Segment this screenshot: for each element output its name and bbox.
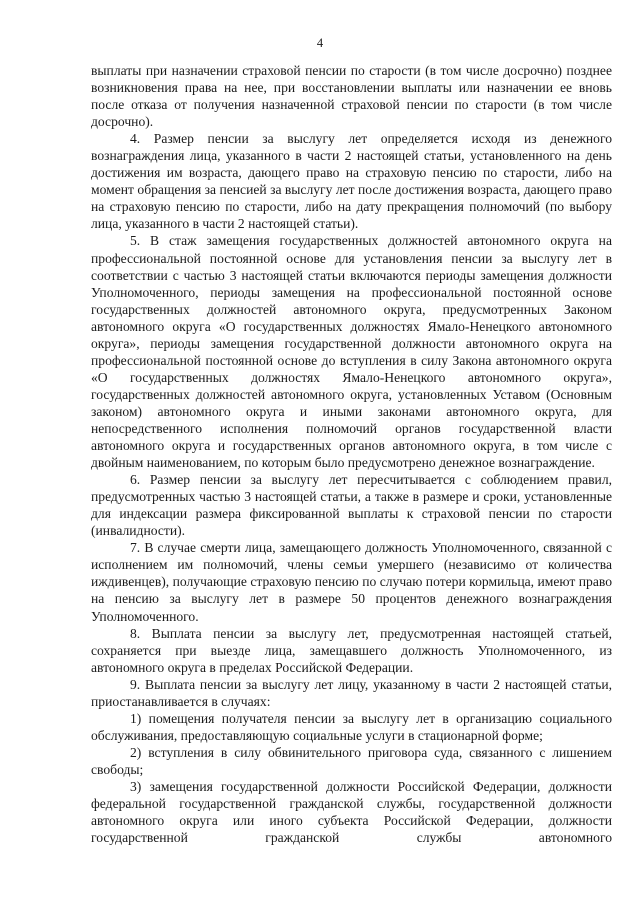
document-body [91,62,612,846]
paragraph-item-8: 8. Выплата пенсии за выслугу лет, предусмотренная настоящей статьей, сохраняется при выезде лица, замещавшего должность Уполномоченного, из автономного округа в пределах Российской Федерации. [91,625,612,675]
list-item-2: 2) вступления в силу обвинительного приговора суда, связанного с лишением свободы; [91,744,612,777]
list-item-1: 1) помещения получателя пенсии за выслугу лет в организацию социального обслуживания, предоставляющую социальные услуги в стационарной форме; [91,710,612,743]
paragraph-item-7: 7. В случае смерти лица, замещающего должность Уполномоченного, связанной с исполнением им полномочий, члены семьи умершего (независимо от количества иждивенцев), получающие страховую пенсию по случаю потери кормильца, имеют право на пенсию за выслугу лет в размере 50 процентов денежного вознаграждения Уполномоченного. [91,540,612,624]
paragraph-item-6: 6. Размер пенсии за выслугу лет пересчитывается с соблюдением правил, предусмотренных частью 3 настоящей статьи, а также в размере и сроки, установленные для индексации размера фиксированной выплаты к страховой пенсии по старости (инвалидности). [91,472,612,539]
paragraph-item-5: 5. В стаж замещения государственных должностей автономного округа на профессиональной постоянной основе для установления пенсии за выслугу лет в соответствии с частью 3 настоящей статьи включаются периоды замещения должности Уполномоченного, периоды замещения на профессиональной постоянной основе государственных должностей автономного округа, предусмотренных Законом автономного округа «О государственных должностях Ямало-Ненецкого автономного округа», периоды замещения государственной должности автономного округа на профессиональной постоянной основе до вступления в силу Закона автономного округа «О государственных должностях Ямало-Ненецкого автономного округа», государственных должностей автономного округа, установленных Уставом (Основным законом) автономного округа и иными законами автономного округа, для непосредственного исполнения полномочий органов государственной власти автономного округа и государственных органов автономного округа, в том числе с двойным наименованием, по которым было предусмотрено денежное вознаграждение. [91,233,612,471]
paragraph-item-4: 4. Размер пенсии за выслугу лет определяется исходя из денежного вознаграждения лица, указанного в части 2 настоящей статьи, установленного на день достижения им возраста, дающего право на страховую пенсию по старости, либо на момент обращения за пенсией за выслугу лет после достижения возраста, дающего право на страховую пенсию по старости, либо на дату прекращения полномочий (по выбору лица, указанного в части 2 настоящей статьи). [91,131,612,232]
paragraph-item-9: 9. Выплата пенсии за выслугу лет лицу, указанному в части 2 настоящей статьи, приостанавливается в случаях: [91,676,612,709]
paragraph-continuation: выплаты при назначении страховой пенсии по старости (в том числе досрочно) позднее возникновения права на нее, при восстановлении выплаты или назначении ее вновь после отказа от получения назначенной страховой пенсии по старости (в том числе досрочно). [91,63,612,130]
page-number: 4 [316,36,324,50]
list-item-3: 3) замещения государственной должности Российской Федерации, должности федеральной государственной гражданской службы, государственной должности автономного округа или иного субъекта Российской Федерации, должности государственной гражданской службы автономного [91,778,612,846]
